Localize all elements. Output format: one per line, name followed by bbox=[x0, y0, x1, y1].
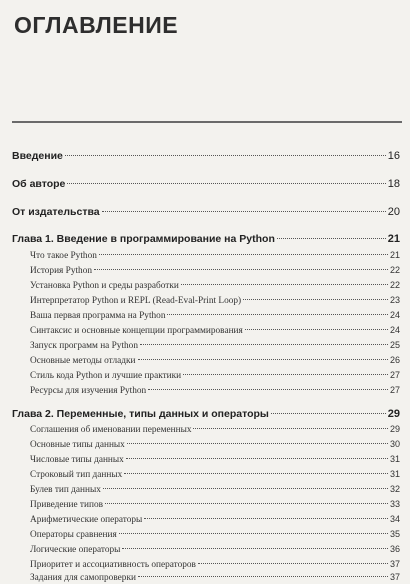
toc-item[interactable]: Булев тип данных 32 bbox=[30, 484, 400, 495]
toc-entry-from-publisher[interactable]: От издательства 20 bbox=[12, 206, 400, 218]
toc-item[interactable]: Ресурсы для изучения Python 27 bbox=[30, 385, 400, 396]
toc-item[interactable]: Приоритет и ассоциативность операторов 37 bbox=[30, 559, 400, 570]
toc-item[interactable]: История Python 22 bbox=[30, 265, 400, 276]
toc-item[interactable]: Операторы сравнения 35 bbox=[30, 529, 400, 540]
toc-item[interactable]: Соглашения об именовании переменных 29 bbox=[30, 424, 400, 435]
toc-item[interactable]: Числовые типы данных 31 bbox=[30, 454, 400, 465]
toc-item[interactable]: Интерпретатор Python и REPL (Read-Eval-Print Loop) 23 bbox=[30, 295, 400, 306]
title-divider bbox=[12, 121, 402, 123]
toc-item[interactable]: Строковый тип данных 31 bbox=[30, 469, 400, 480]
toc-item[interactable]: Арифметические операторы 34 bbox=[30, 514, 400, 525]
toc-item[interactable]: Ваша первая программа на Python 24 bbox=[30, 310, 400, 321]
page-title: ОГЛАВЛЕНИЕ bbox=[14, 12, 179, 38]
toc-item[interactable]: Логические операторы 36 bbox=[30, 544, 400, 555]
toc-item[interactable]: Синтаксис и основные концепции программирования 24 bbox=[30, 325, 400, 336]
toc-item[interactable]: Запуск программ на Python 25 bbox=[30, 340, 400, 351]
toc-item[interactable]: Стиль кода Python и лучшие практики 27 bbox=[30, 370, 400, 381]
toc-chapter-2[interactable]: Глава 2. Переменные, типы данных и операторы 29 bbox=[12, 408, 400, 420]
toc-item[interactable]: Основные типы данных 30 bbox=[30, 439, 400, 450]
toc-item[interactable]: Основные методы отладки 26 bbox=[30, 355, 400, 366]
toc-item[interactable]: Что такое Python 21 bbox=[30, 250, 400, 261]
toc-entry-about-author[interactable]: Об авторе 18 bbox=[12, 178, 400, 190]
toc-entry-introduction[interactable]: Введение 16 bbox=[12, 150, 400, 162]
toc-item[interactable]: Задания для самопроверки 37 bbox=[30, 572, 400, 583]
toc-item[interactable]: Установка Python и среды разработки 22 bbox=[30, 280, 400, 291]
toc-item[interactable]: Приведение типов 33 bbox=[30, 499, 400, 510]
toc-chapter-1[interactable]: Глава 1. Введение в программирование на Python 21 bbox=[12, 233, 400, 245]
